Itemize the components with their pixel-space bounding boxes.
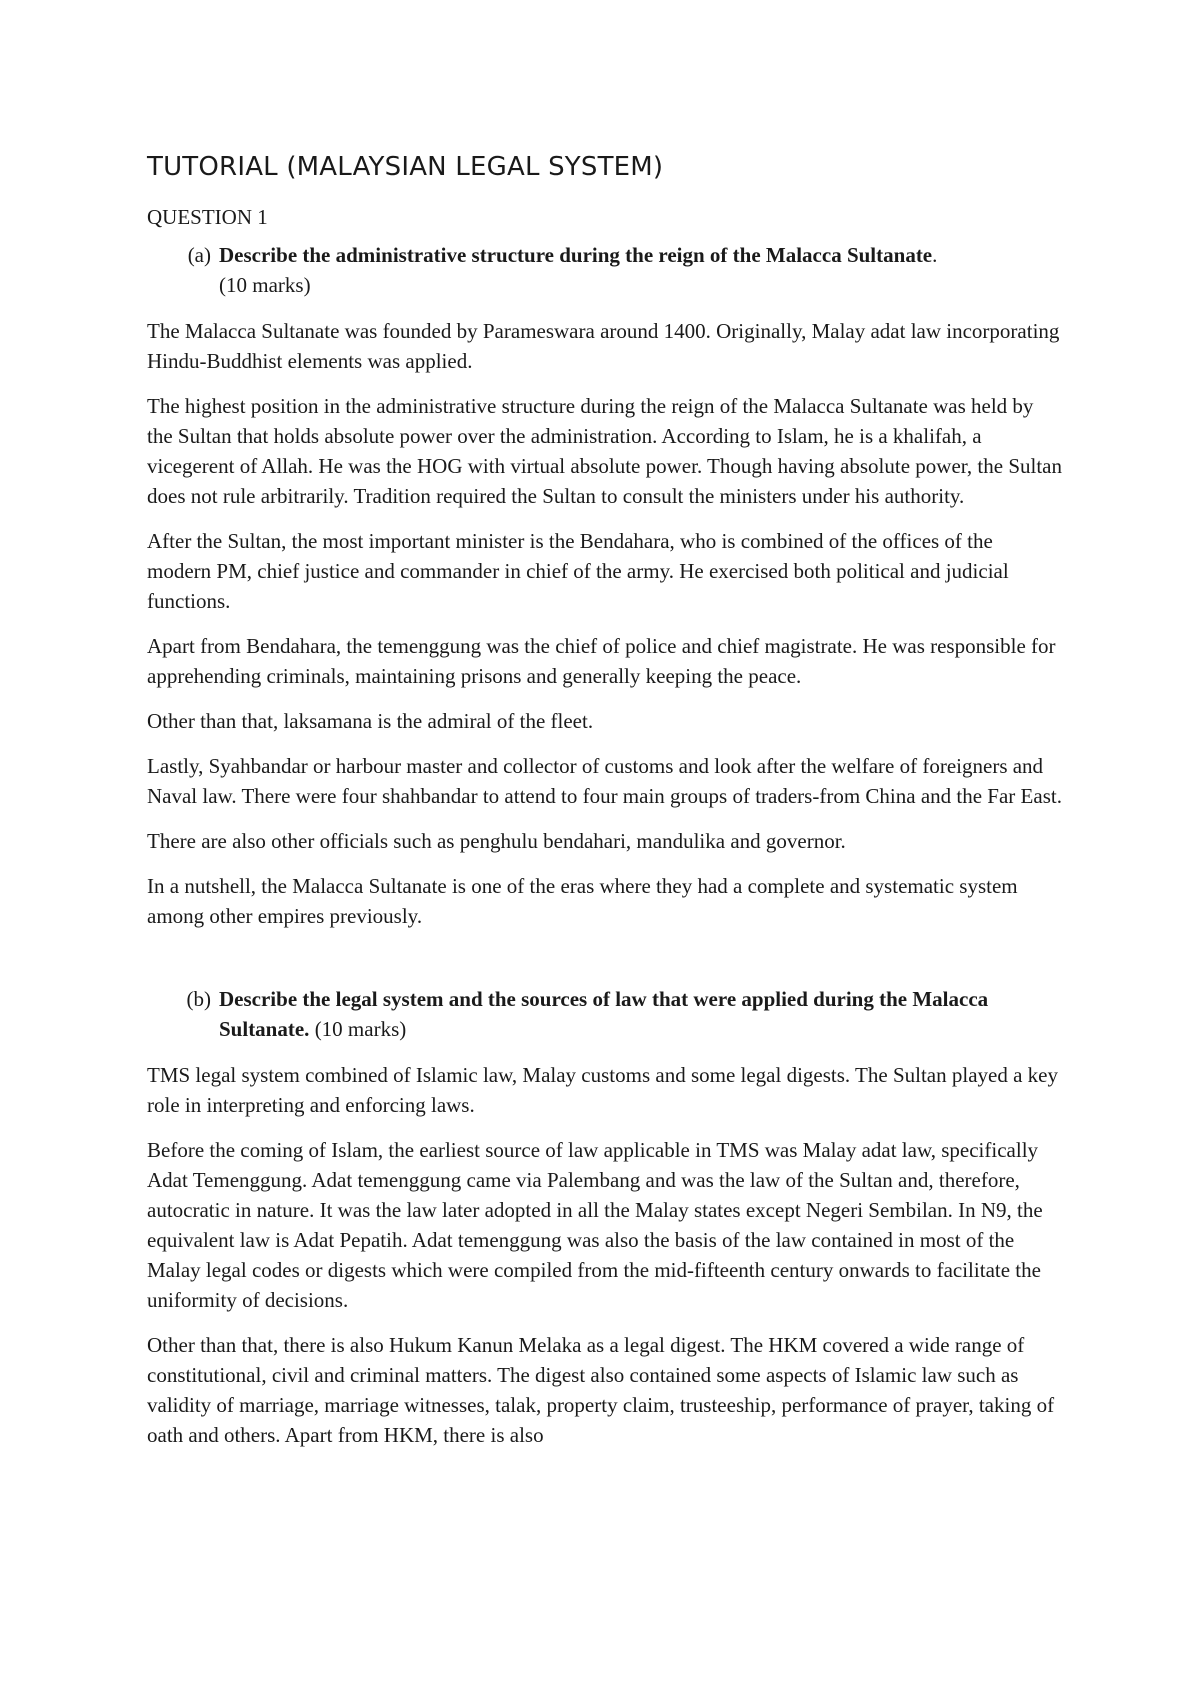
part-b-paragraph: TMS legal system combined of Islamic law, Malay customs and some legal digests. The Sultan played a key role in interpreting and enforcing laws. — [147, 1063, 1058, 1117]
document-title: TUTORIAL (MALAYSIAN LEGAL SYSTEM) — [147, 152, 664, 182]
part-b-paragraph: Other than that, there is also Hukum Kanun Melaka as a legal digest. The HKM covered a wide range of constitutional, civil and criminal matters. The digest also contained some aspects of Islamic law such as validity of marriage, marriage witnesses, talak, property claim, trusteeship, performance of prayer, taking of oath and others. Apart from HKM, there is also — [147, 1333, 1055, 1447]
part-b-prompt: Describe the legal system and the sources of law that were applied during the Malacca Sultanate. — [219, 987, 989, 1041]
part-b-marks: (10 marks) — [314, 1017, 407, 1041]
part-a-paragraph: Lastly, Syahbandar or harbour master and collector of customs and look after the welfare of foreigners and Naval law. There were four shahbandar to attend to four main groups of traders-from China and the Far East. — [147, 754, 1062, 808]
part-b-paragraph: Before the coming of Islam, the earliest source of law applicable in TMS was Malay adat law, specifically Adat Temenggung. Adat temenggung came via Palembang and was the law of the Sultan and, therefore, autocratic in nature. It was the law later adopted in all the Malay states except Negeri Sembilan. In N9, the equivalent law is Adat Pepatih. Adat temenggung was also the basis of the law contained in most of the Malay legal codes or digests which were compiled from the mid-fifteenth century onwards to facilitate the uniformity of decisions. — [147, 1138, 1043, 1312]
part-a-paragraph: In a nutshell, the Malacca Sultanate is one of the eras where they had a complete and systematic system among other empires previously. — [147, 874, 1018, 928]
part-b-question — [147, 984, 1062, 1044]
part-a-marks: (10 marks) — [219, 273, 311, 297]
part-a-paragraph: The Malacca Sultanate was founded by Parameswara around 1400. Originally, Malay adat law incorporating Hindu-Buddhist elements was applied. — [147, 319, 1060, 373]
part-a-question — [147, 240, 1062, 300]
part-b-prompt-block — [219, 984, 1062, 1044]
part-a-prompt: Describe the administrative structure during the reign of the Malacca Sultanate — [219, 243, 933, 267]
question-label: QUESTION 1 — [147, 205, 268, 229]
part-a-marker: (a) — [187, 243, 211, 267]
section-spacer — [147, 946, 1062, 984]
part-a-paragraph: The highest position in the administrative structure during the reign of the Malacca Sultanate was held by the Sultan that holds absolute power over the administration. According to Islam, he is a khalifah, a vicegerent of Allah. He was the HOG with virtual absolute power. Though having absolute power, the Sultan does not rule arbitrarily. Tradition required the Sultan to consult the ministers under his authority. — [147, 394, 1062, 508]
part-a-paragraph: Other than that, laksamana is the admiral of the fleet. — [147, 709, 594, 733]
part-a-paragraph: After the Sultan, the most important minister is the Bendahara, who is combined of the offices of the modern PM, chief justice and commander in chief of the army. He exercised both political and judicial functions. — [147, 529, 1009, 613]
part-a-prompt-suffix: . — [932, 243, 938, 267]
part-a-paragraph: There are also other officials such as penghulu bendahari, mandulika and governor. — [147, 829, 846, 853]
part-a-prompt-block — [219, 240, 1062, 300]
document-page — [147, 150, 1062, 1465]
part-b-marker: (b) — [186, 987, 211, 1011]
part-a-paragraph: Apart from Bendahara, the temenggung was the chief of police and chief magistrate. He was responsible for apprehending criminals, maintaining prisons and generally keeping the peace. — [147, 634, 1056, 688]
